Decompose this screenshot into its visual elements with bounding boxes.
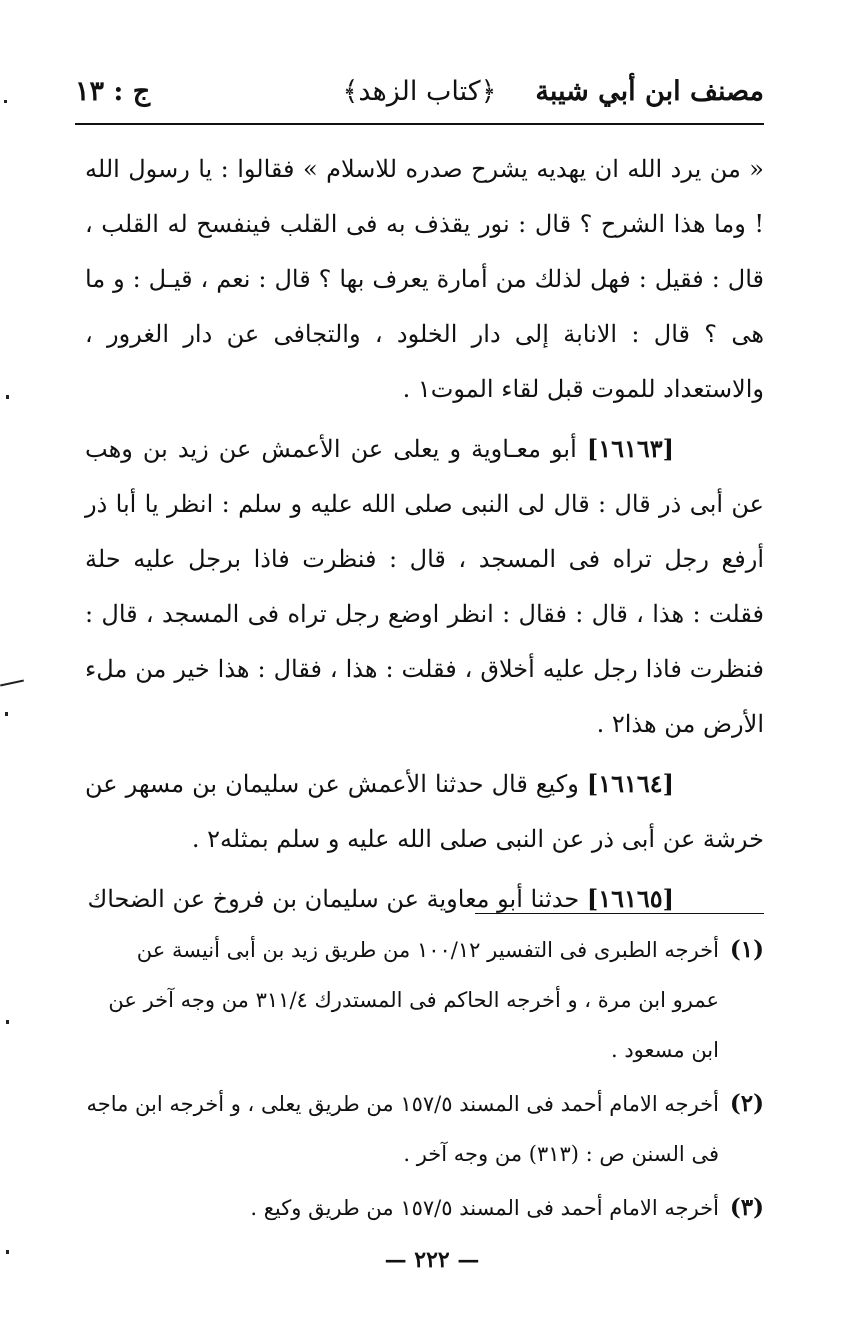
paragraph-text: « من يرد الله ان يهديه يشرح صدره للاسلام » فقالوا : يا رسول الله ! وما هذا الشرح ؟ قال : نور يقذف به فى القلب فينفسح له القلب ، قال : فقيل : فهل لذلك من أمارة يعرف بها ؟ قال : نعم ، قيـل : و ما هى ؟ قال : الانابة إلى دار الخلود ، والتجافى عن دار الغرور ، والاستعداد للموت قبل لقاء الموت١ . — [85, 155, 765, 403]
book-title: مصنف ابن أبي شيبة — [535, 76, 764, 107]
scan-edge-mark — [6, 1020, 9, 1024]
footnote — [85, 925, 764, 1075]
scan-edge-mark — [4, 100, 7, 103]
hadith-paragraph — [85, 871, 764, 927]
footnote-text: أخرجه الامام أحمد فى المسند ١٥٧/٥ من طريق وكيع . — [250, 1196, 719, 1220]
hadith-number: [١٦١٦٥] — [586, 884, 674, 913]
hadith-text: أبو معـاوية و يعلى عن الأعمش عن زيد بن وهب عن أبى ذر قال : قال لى النبى صلى الله عليه و سلم : انظر يا أبا ذر أرفع رجل تراه فى المسجد ، قال : فنظرت فاذا برجل عليه حلة فقلت : هذا ، قال : فقال : انظر اوضع رجل تراه فى المسجد ، قال : فنظرت فاذا رجل عليه أخلاق ، فقلت : هذا ، فقال : هذا خير من ملء الأرض من هذا٢ . — [85, 435, 764, 738]
page-number: — ٢٢٢ — — [384, 1247, 480, 1273]
main-text — [85, 142, 764, 931]
scan-edge-mark — [0, 680, 24, 687]
footnote-number: (١) — [729, 936, 764, 963]
scan-edge-mark — [6, 395, 9, 399]
hadith-paragraph — [85, 421, 764, 752]
running-header — [75, 70, 764, 120]
hadith-paragraph — [85, 756, 764, 867]
chapter-title: ﴿كتاب الزهد﴾ — [342, 76, 497, 107]
footnote-number: (٣) — [729, 1194, 764, 1221]
footnotes — [85, 925, 764, 1237]
hadith-number: [١٦١٦٣] — [586, 434, 674, 463]
header-divider — [75, 123, 764, 125]
footnote-divider — [475, 913, 764, 914]
hadith-text: وكيع قال حدثنا الأعمش عن سليمان بن مسهر عن خرشة عن أبى ذر عن النبى صلى الله عليه و سلم بمثله٢ . — [85, 770, 764, 853]
hadith-number: [١٦١٦٤] — [586, 769, 674, 798]
scan-edge-mark — [5, 712, 8, 716]
hadith-text: حدثنا أبو معاوية عن سليمان بن فروخ عن الضحاك — [87, 885, 580, 913]
footnote-number: (٢) — [729, 1090, 764, 1117]
footnote-text: أخرجه الامام أحمد فى المسند ١٥٧/٥ من طريق يعلى ، و أخرجه ابن ماجه فى السنن ص : (٣١٣) من وجه آخر . — [86, 1092, 719, 1166]
footnote — [85, 1079, 764, 1179]
volume-number: ج : ١٣ — [75, 76, 151, 107]
scan-edge-mark — [6, 1250, 9, 1254]
footnote — [85, 1183, 764, 1233]
text-paragraph — [85, 142, 764, 417]
footnote-text: أخرجه الطبرى فى التفسير ١٠٠/١٢ من طريق زيد بن أبى أنيسة عن عمرو ابن مرة ، و أخرجه الحاكم فى المستدرك ٣١١/٤ من وجه آخر عن ابن مسعود . — [108, 938, 719, 1062]
